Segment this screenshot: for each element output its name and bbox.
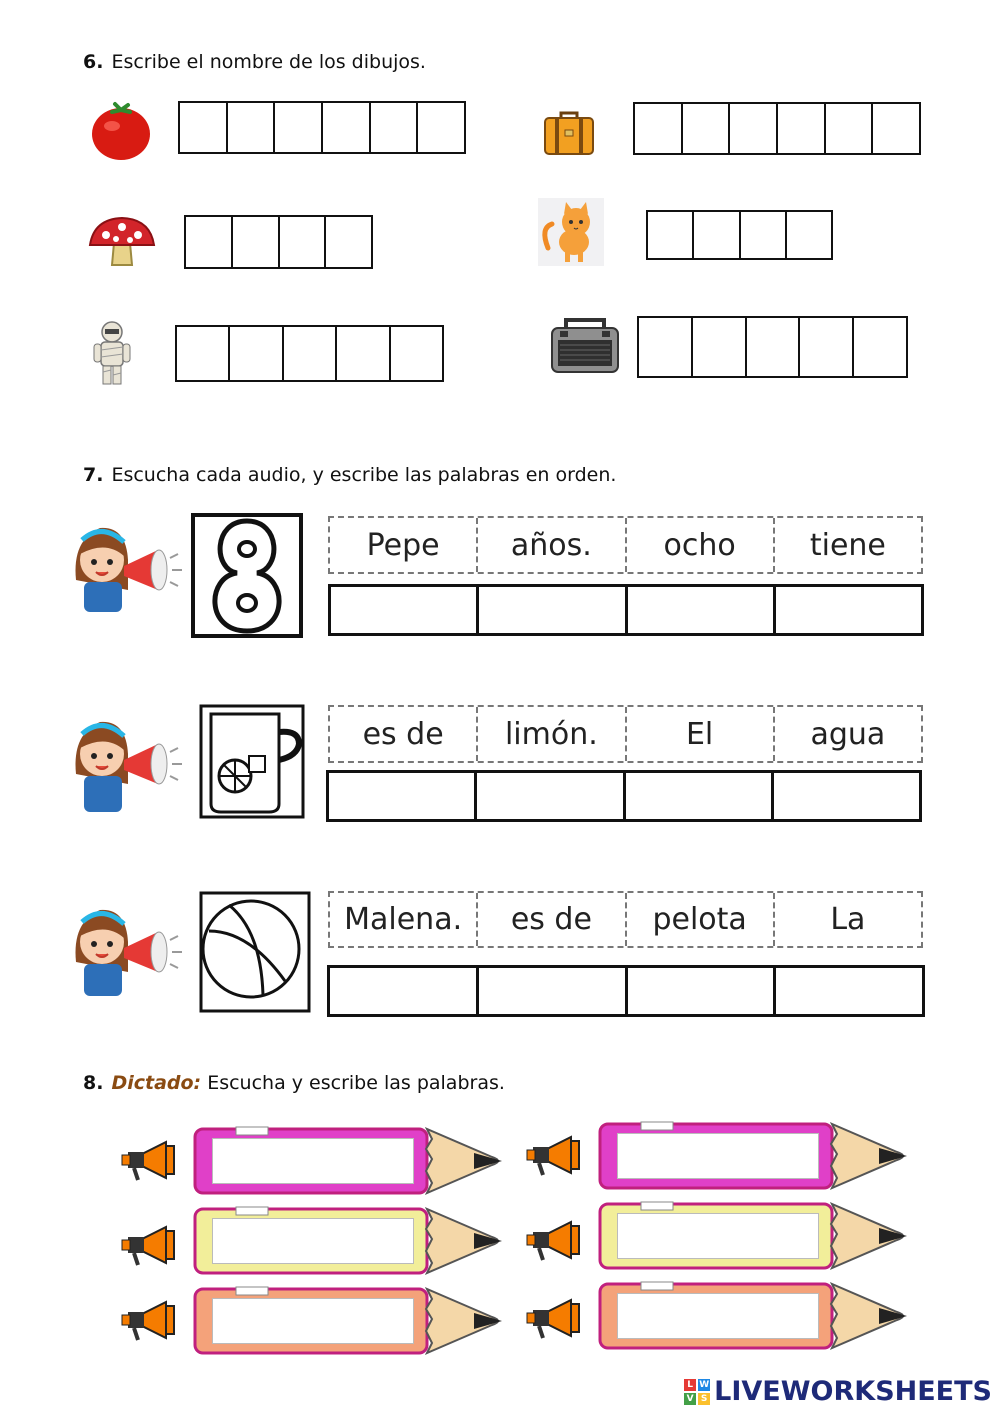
answer-box[interactable]	[477, 773, 625, 819]
pencil-answer-field	[192, 1205, 507, 1277]
cat-icon	[538, 198, 604, 271]
answer-row-1	[328, 584, 924, 636]
word-bank-row-3	[328, 891, 923, 948]
letter-box[interactable]	[826, 104, 874, 153]
audio-play-button-1[interactable]	[66, 520, 188, 619]
letter-box[interactable]	[284, 327, 337, 380]
word-chip[interactable]: Pepe	[330, 518, 478, 572]
answer-box[interactable]	[628, 587, 776, 633]
mushroom-icon	[88, 215, 156, 272]
letter-box[interactable]	[635, 104, 683, 153]
pencil-answer-field	[597, 1280, 912, 1352]
letter-box[interactable]	[418, 103, 464, 152]
tomato-icon	[90, 100, 152, 167]
letter-box[interactable]	[371, 103, 419, 152]
megaphone-audio-button[interactable]	[120, 1300, 188, 1347]
liveworksheets-logo-mark: L W V S	[684, 1379, 710, 1405]
letter-boxes-mushroom	[184, 215, 373, 269]
dictado-label: Dictado:	[111, 1072, 202, 1094]
radio-icon	[550, 318, 620, 379]
letter-boxes-radio	[637, 316, 908, 378]
audio-play-button-3[interactable]	[66, 900, 188, 1005]
letter-box[interactable]	[787, 212, 831, 258]
letter-boxes-cat	[646, 210, 833, 260]
lemonade-jug-icon	[199, 704, 305, 824]
letter-box[interactable]	[694, 212, 740, 258]
letter-box[interactable]	[177, 327, 230, 380]
letter-box[interactable]	[186, 217, 233, 267]
section-6-instruction: Escribe el nombre de los dibujos.	[111, 51, 426, 73]
section-8-heading	[83, 1072, 505, 1094]
letter-box[interactable]	[693, 318, 747, 376]
number-eight-icon	[191, 513, 303, 643]
answer-box[interactable]	[776, 587, 921, 633]
megaphone-audio-button[interactable]	[525, 1135, 593, 1182]
section-6-heading	[83, 51, 426, 73]
answer-row-3	[327, 965, 925, 1017]
letter-box[interactable]	[747, 318, 801, 376]
pencil-answer-field	[597, 1200, 912, 1272]
pencil-answer-field	[597, 1120, 912, 1192]
letter-box[interactable]	[326, 217, 371, 267]
word-chip[interactable]: Malena.	[330, 893, 478, 946]
megaphone-audio-button[interactable]	[525, 1220, 593, 1267]
megaphone-audio-button[interactable]	[120, 1225, 188, 1272]
pencil-answer-field	[192, 1125, 507, 1197]
letter-box[interactable]	[230, 327, 283, 380]
letter-box[interactable]	[873, 104, 919, 153]
suitcase-icon	[543, 110, 595, 161]
liveworksheets-logo-text: LIVEWORKSHEETS	[714, 1376, 992, 1407]
letter-box[interactable]	[391, 327, 442, 380]
answer-box[interactable]	[776, 968, 922, 1014]
dictation-input[interactable]	[212, 1218, 414, 1264]
letter-box[interactable]	[730, 104, 778, 153]
mummy-icon	[92, 320, 132, 391]
answer-box[interactable]	[330, 968, 479, 1014]
letter-box[interactable]	[800, 318, 854, 376]
letter-box[interactable]	[233, 217, 280, 267]
audio-play-button-2[interactable]	[66, 708, 188, 823]
answer-row-2	[326, 770, 922, 822]
word-chip[interactable]: años.	[478, 518, 626, 572]
letter-box[interactable]	[741, 212, 787, 258]
word-chip[interactable]: pelota	[627, 893, 775, 946]
letter-box[interactable]	[778, 104, 826, 153]
word-bank-row-2	[328, 705, 923, 763]
section-8-instruction: Escucha y escribe las palabras.	[207, 1072, 505, 1094]
megaphone-audio-button[interactable]	[120, 1140, 188, 1187]
word-chip[interactable]: limón.	[478, 707, 626, 761]
answer-box[interactable]	[329, 773, 477, 819]
letter-box[interactable]	[323, 103, 371, 152]
word-chip[interactable]: agua	[810, 716, 886, 752]
section-8-number: 8.	[83, 1072, 104, 1094]
letter-box[interactable]	[648, 212, 694, 258]
letter-box[interactable]	[639, 318, 693, 376]
letter-box[interactable]	[854, 318, 906, 376]
section-7-instruction: Escucha cada audio, y escribe las palabras en orden.	[111, 464, 617, 486]
dictation-input[interactable]	[617, 1293, 819, 1339]
answer-box[interactable]	[479, 587, 627, 633]
answer-box[interactable]	[628, 968, 777, 1014]
dictation-input[interactable]	[212, 1298, 414, 1344]
section-7-number: 7.	[83, 464, 104, 486]
letter-boxes-tomato	[178, 101, 466, 154]
letter-box[interactable]	[180, 103, 228, 152]
letter-boxes-suitcase	[633, 102, 921, 155]
dictation-input[interactable]	[617, 1133, 819, 1179]
letter-box[interactable]	[280, 217, 327, 267]
liveworksheets-logo	[684, 1376, 992, 1407]
letter-box[interactable]	[337, 327, 390, 380]
word-bank-row-1	[328, 516, 923, 574]
megaphone-audio-button[interactable]	[525, 1298, 593, 1345]
answer-box[interactable]	[774, 773, 919, 819]
section-6-number: 6.	[83, 51, 104, 73]
letter-boxes-mummy	[175, 325, 444, 382]
answer-box[interactable]	[479, 968, 628, 1014]
word-chip[interactable]: es de	[478, 893, 626, 946]
answer-box[interactable]	[626, 773, 774, 819]
beach-ball-icon	[199, 891, 311, 1018]
dictation-input[interactable]	[212, 1138, 414, 1184]
word-chip[interactable]: ocho	[627, 518, 775, 572]
section-7-heading	[83, 464, 616, 486]
word-chip[interactable]: El	[627, 707, 775, 761]
letter-box[interactable]	[228, 103, 276, 152]
dictation-input[interactable]	[617, 1213, 819, 1259]
word-chip[interactable]: tiene	[809, 527, 886, 563]
letter-box[interactable]	[275, 103, 323, 152]
pencil-answer-field	[192, 1285, 507, 1357]
word-chip[interactable]: La	[830, 902, 866, 937]
letter-box[interactable]	[683, 104, 731, 153]
answer-box[interactable]	[331, 587, 479, 633]
word-chip[interactable]: es de	[330, 707, 478, 761]
